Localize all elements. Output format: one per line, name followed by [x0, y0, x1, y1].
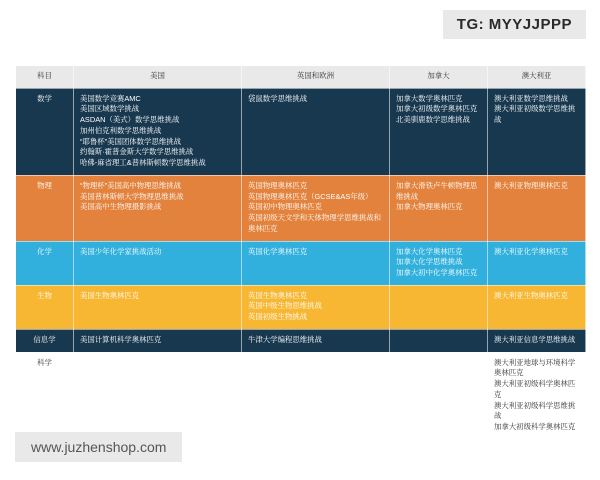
- table-row: [16, 285, 586, 329]
- cell-chemistry-ca: 加拿大化学奥林匹克 加拿大化学思维挑战 加拿大初中化学奥林匹克: [390, 241, 488, 285]
- cell-informatics-us: 美国计算机科学奥林匹克: [74, 329, 242, 352]
- cell-physics-au: 澳大利亚物理奥林匹克: [488, 175, 586, 241]
- table-header-row: [16, 66, 586, 89]
- cell-physics-us: “物理杯”美国高中物理思维挑战 美国普林斯顿大学物理思维挑战 美国高中生物理摄影挑战: [74, 175, 242, 241]
- table-row: [16, 241, 586, 285]
- cell-math-au: 澳大利亚数学思维挑战 澳大利亚初级数学思维挑战: [488, 88, 586, 175]
- cell-math-ca: 加拿大数学奥林匹克 加拿大初级数学奥林匹克 北美驯鹿数学思维挑战: [390, 88, 488, 175]
- cell-math-uk: 袋鼠数学思维挑战: [242, 88, 390, 175]
- cell-physics-uk: 英国物理奥林匹克 英国物理奥林匹克（GCSE&AS年级） 英国初中物理奥林匹克 英国初级天文学和天体物理学思维挑战和奥林匹克: [242, 175, 390, 241]
- cell-biology-ca: [390, 285, 488, 329]
- cell-science-us: [74, 352, 242, 439]
- cell-science-uk: [242, 352, 390, 439]
- row-subject-math: 数学: [16, 88, 74, 175]
- cell-biology-uk: 英国生物奥林匹克 英国中级生物思维挑战 英国初级生物挑战: [242, 285, 390, 329]
- table-row: [16, 175, 586, 241]
- row-subject-biology: 生物: [16, 285, 74, 329]
- row-subject-science: 科学: [16, 352, 74, 439]
- cell-chemistry-us: 美国少年化学家挑战活动: [74, 241, 242, 285]
- cell-science-ca: [390, 352, 488, 439]
- telegram-badge: TG: MYYJJPPP: [443, 10, 586, 39]
- cell-math-us: 美国数学竞赛AMC 美国区域数学挑战 ASDAN（美式）数学思维挑战 加州伯克利数学思维挑战 “耶鲁杯”美国团体数学思维挑战 约翰斯·霍普金斯大学数学思维挑战 哈佛-麻省理工&普林斯顿数学思维挑战: [74, 88, 242, 175]
- row-subject-physics: 物理: [16, 175, 74, 241]
- cell-chemistry-au: 澳大利亚化学奥林匹克: [488, 241, 586, 285]
- cell-informatics-au: 澳大利亚信息学思维挑战: [488, 329, 586, 352]
- cell-informatics-uk: 牛津大学编程思维挑战: [242, 329, 390, 352]
- header-canada: 加拿大: [390, 66, 488, 89]
- row-subject-chemistry: 化学: [16, 241, 74, 285]
- site-watermark: www.juzhenshop.com: [15, 432, 182, 462]
- table-header: [16, 66, 586, 89]
- cell-biology-au: 澳大利亚生物奥林匹克: [488, 285, 586, 329]
- header-subject: 科目: [16, 66, 74, 89]
- cell-biology-us: 美国生物奥林匹克: [74, 285, 242, 329]
- cell-physics-ca: 加拿大滑铁卢牛顿物理思维挑战 加拿大物理奥林匹克: [390, 175, 488, 241]
- header-australia: 澳大利亚: [488, 66, 586, 89]
- table-row: [16, 88, 586, 175]
- row-subject-informatics: 信息学: [16, 329, 74, 352]
- table-body: [16, 88, 586, 439]
- competition-table: [15, 65, 586, 440]
- competition-table-container: [15, 65, 585, 440]
- table-row: [16, 352, 586, 439]
- cell-chemistry-uk: 英国化学奥林匹克: [242, 241, 390, 285]
- cell-science-au: 澳大利亚地球与环境科学奥林匹克 澳大利亚初级科学奥林匹克 澳大利亚初级科学思维挑战 加拿大初级科学奥林匹克: [488, 352, 586, 439]
- header-uk-europe: 英国和欧洲: [242, 66, 390, 89]
- table-row: [16, 329, 586, 352]
- cell-informatics-ca: [390, 329, 488, 352]
- header-us: 美国: [74, 66, 242, 89]
